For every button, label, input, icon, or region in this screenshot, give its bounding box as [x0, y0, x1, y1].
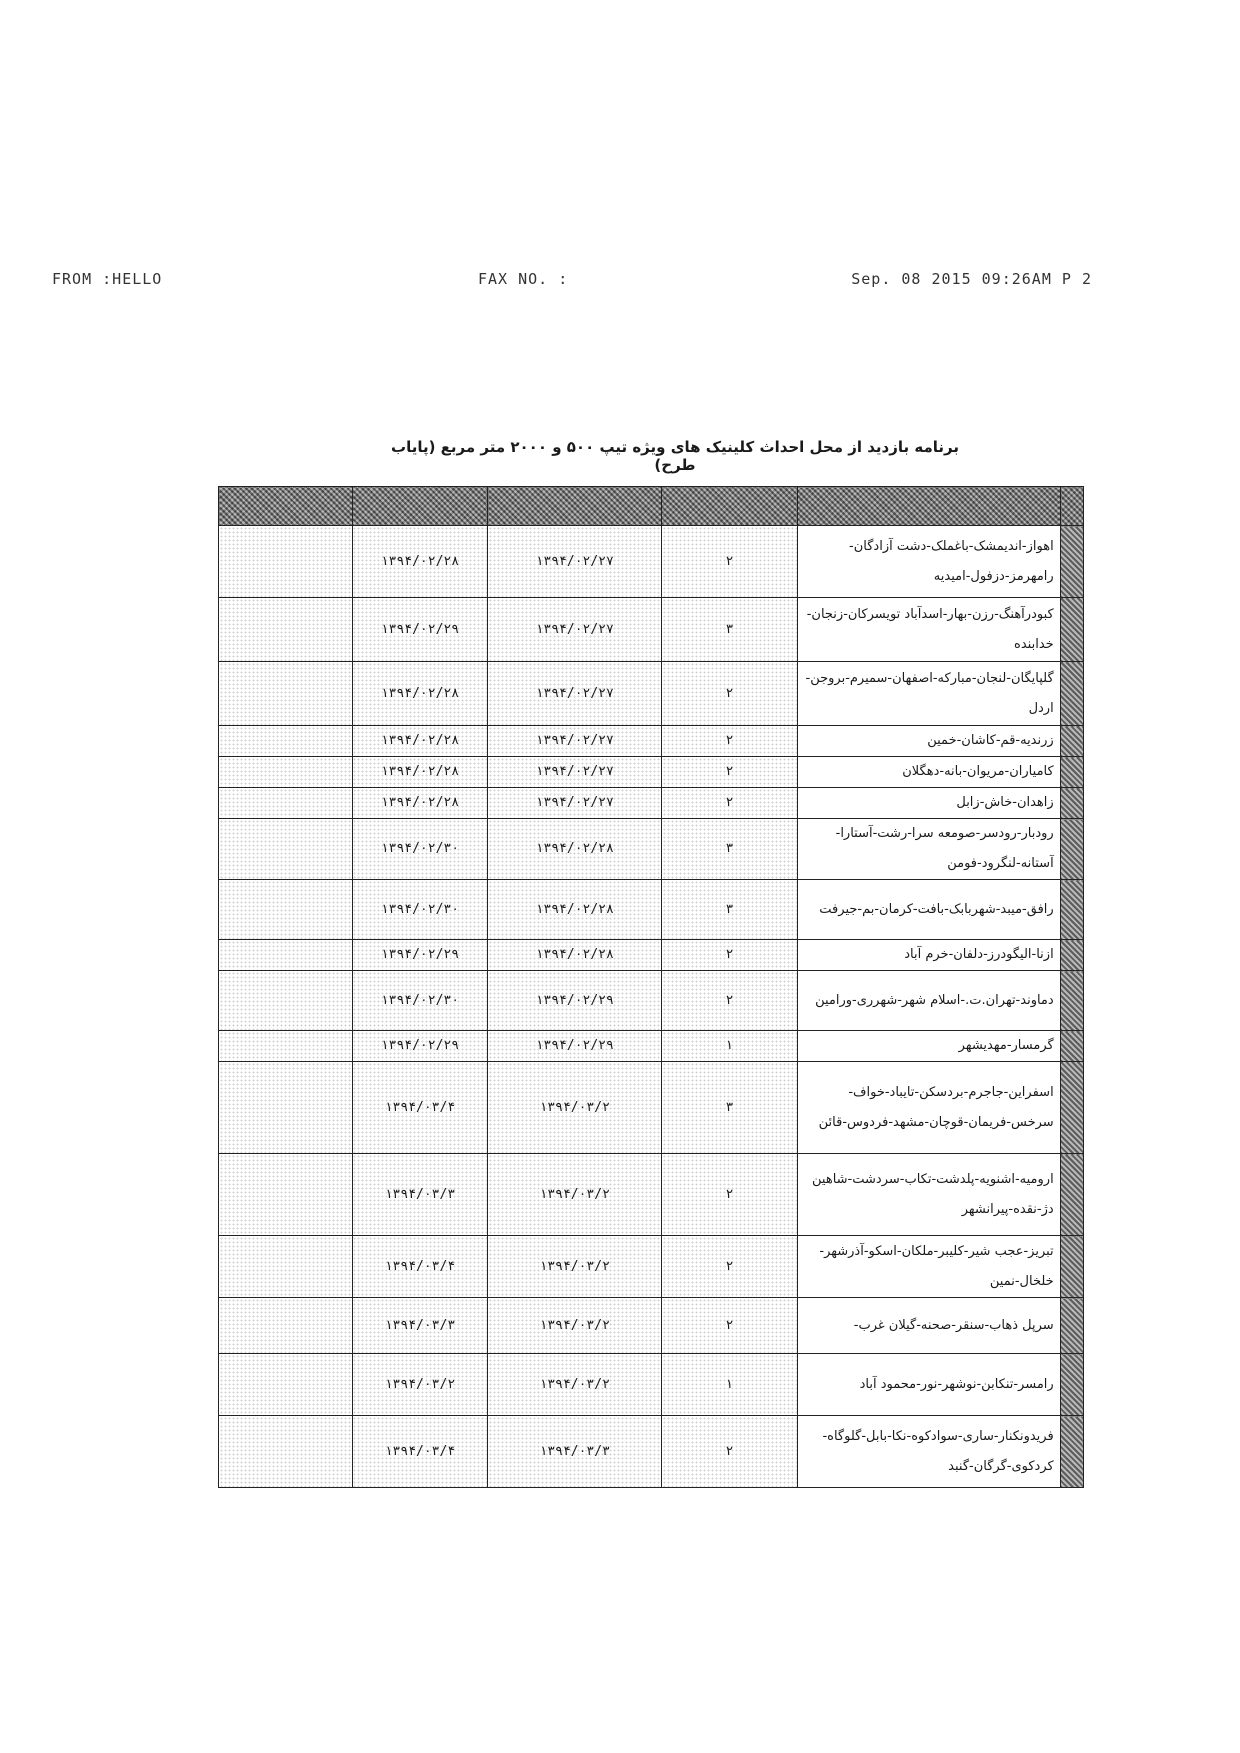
start-date-cell: ۱۳۹۴/۰۲/۲۹ — [488, 1031, 662, 1062]
cities-cell: رودبار-رودسر-صومعه سرا-رشت-آستارا-آستانه-لنگرود-فومن — [797, 819, 1060, 880]
count-cell: ۲ — [662, 1416, 798, 1488]
start-date-cell: ۱۳۹۴/۰۲/۲۷ — [488, 726, 662, 757]
table-row — [219, 662, 1084, 726]
end-date-cell: ۱۳۹۴/۰۳/۳ — [352, 1154, 488, 1236]
cities-cell: زرندیه-قم-کاشان-خمین — [797, 726, 1060, 757]
count-cell: ۳ — [662, 1062, 798, 1154]
notes-cell — [219, 880, 353, 940]
end-date-cell: ۱۳۹۴/۰۳/۲ — [352, 1354, 488, 1416]
count-cell: ۲ — [662, 788, 798, 819]
count-cell: ۳ — [662, 819, 798, 880]
row-edge-cell — [1060, 662, 1083, 726]
count-cell: ۲ — [662, 971, 798, 1031]
start-date-cell: ۱۳۹۴/۰۲/۲۷ — [488, 526, 662, 598]
count-cell: ۲ — [662, 1154, 798, 1236]
fax-number: FAX NO. : — [478, 270, 569, 288]
end-date-cell: ۱۳۹۴/۰۲/۳۰ — [352, 971, 488, 1031]
end-date-cell: ۱۳۹۴/۰۲/۲۹ — [352, 598, 488, 662]
count-cell: ۲ — [662, 1236, 798, 1298]
notes-cell — [219, 819, 353, 880]
row-edge-cell — [1060, 598, 1083, 662]
end-date-cell: ۱۳۹۴/۰۳/۴ — [352, 1062, 488, 1154]
fax-header — [52, 270, 1092, 294]
cities-cell: کامیاران-مریوان-بانه-دهگلان — [797, 757, 1060, 788]
cities-cell: گلپایگان-لنجان-مبارکه-اصفهان-سمیرم-بروجن-اردل — [797, 662, 1060, 726]
notes-cell — [219, 1354, 353, 1416]
start-date-cell: ۱۳۹۴/۰۲/۲۷ — [488, 757, 662, 788]
cities-cell: اهواز-اندیمشک-باغملک-دشت آزادگان-رامهرمز-دزفول-امیدیه — [797, 526, 1060, 598]
end-date-cell: ۱۳۹۴/۰۲/۲۸ — [352, 788, 488, 819]
start-date-cell: ۱۳۹۴/۰۲/۲۷ — [488, 788, 662, 819]
count-cell: ۳ — [662, 880, 798, 940]
header-cell-count — [662, 487, 798, 526]
table-row — [219, 971, 1084, 1031]
header-cell-edge — [1060, 487, 1083, 526]
notes-cell — [219, 1031, 353, 1062]
notes-cell — [219, 757, 353, 788]
row-edge-cell — [1060, 1062, 1083, 1154]
cities-cell: ازنا-الیگودرز-دلفان-خرم آباد — [797, 940, 1060, 971]
cities-cell: سرپل ذهاب-سنقر-صحنه-گیلان غرب- — [797, 1298, 1060, 1354]
table-row — [219, 788, 1084, 819]
table-row — [219, 1031, 1084, 1062]
count-cell: ۲ — [662, 726, 798, 757]
count-cell: ۲ — [662, 940, 798, 971]
table-row — [219, 726, 1084, 757]
table-row — [219, 1236, 1084, 1298]
start-date-cell: ۱۳۹۴/۰۲/۲۷ — [488, 598, 662, 662]
row-edge-cell — [1060, 1031, 1083, 1062]
row-edge-cell — [1060, 819, 1083, 880]
row-edge-cell — [1060, 971, 1083, 1031]
count-cell: ۲ — [662, 1298, 798, 1354]
row-edge-cell — [1060, 1354, 1083, 1416]
row-edge-cell — [1060, 1416, 1083, 1488]
header-cell-end-date — [352, 487, 488, 526]
fax-from: FROM :HELLO — [52, 270, 163, 288]
table-row — [219, 1062, 1084, 1154]
header-cell-notes — [219, 487, 353, 526]
end-date-cell: ۱۳۹۴/۰۲/۳۰ — [352, 819, 488, 880]
cities-cell: تبریز-عجب شیر-کلیبر-ملکان-اسکو-آذرشهر-خلخال-نمین — [797, 1236, 1060, 1298]
fax-date: Sep. 08 2015 09:26AM P 2 — [851, 270, 1092, 288]
notes-cell — [219, 971, 353, 1031]
notes-cell — [219, 1062, 353, 1154]
row-edge-cell — [1060, 526, 1083, 598]
schedule-table — [218, 486, 1084, 1488]
count-cell: ۱ — [662, 1031, 798, 1062]
count-cell: ۲ — [662, 662, 798, 726]
notes-cell — [219, 1154, 353, 1236]
table-row — [219, 757, 1084, 788]
header-cell-cities — [797, 487, 1060, 526]
header-cell-start-date — [488, 487, 662, 526]
end-date-cell: ۱۳۹۴/۰۲/۲۸ — [352, 662, 488, 726]
end-date-cell: ۱۳۹۴/۰۳/۴ — [352, 1416, 488, 1488]
row-edge-cell — [1060, 880, 1083, 940]
table-row — [219, 1416, 1084, 1488]
cities-cell: رامسر-تنکابن-نوشهر-نور-محمود آباد — [797, 1354, 1060, 1416]
end-date-cell: ۱۳۹۴/۰۲/۲۹ — [352, 940, 488, 971]
notes-cell — [219, 662, 353, 726]
end-date-cell: ۱۳۹۴/۰۳/۳ — [352, 1298, 488, 1354]
cities-cell: اسفراین-جاجرم-بردسکن-تایباد-خواف-سرخس-فریمان-قوچان-مشهد-فردوس-قائن — [797, 1062, 1060, 1154]
table-row — [219, 1298, 1084, 1354]
start-date-cell: ۱۳۹۴/۰۲/۲۸ — [488, 880, 662, 940]
row-edge-cell — [1060, 788, 1083, 819]
start-date-cell: ۱۳۹۴/۰۳/۲ — [488, 1236, 662, 1298]
count-cell: ۱ — [662, 1354, 798, 1416]
row-edge-cell — [1060, 726, 1083, 757]
row-edge-cell — [1060, 940, 1083, 971]
notes-cell — [219, 1236, 353, 1298]
cities-cell: دماوند-تهران.ت.-اسلام شهر-شهرری-ورامین — [797, 971, 1060, 1031]
start-date-cell: ۱۳۹۴/۰۲/۲۸ — [488, 940, 662, 971]
cities-cell: فریدونکنار-ساری-سوادکوه-نکا-بابل-گلوگاه-کردکوی-گرگان-گنبد — [797, 1416, 1060, 1488]
table-row — [219, 1354, 1084, 1416]
count-cell: ۳ — [662, 598, 798, 662]
table-row — [219, 880, 1084, 940]
start-date-cell: ۱۳۹۴/۰۲/۲۷ — [488, 662, 662, 726]
table-row — [219, 598, 1084, 662]
cities-cell: گرمسار-مهدیشهر — [797, 1031, 1060, 1062]
notes-cell — [219, 1298, 353, 1354]
notes-cell — [219, 940, 353, 971]
row-edge-cell — [1060, 1154, 1083, 1236]
cities-cell: رافق-میبد-شهربابک-بافت-کرمان-بم-جیرفت — [797, 880, 1060, 940]
table-row — [219, 819, 1084, 880]
row-edge-cell — [1060, 1236, 1083, 1298]
cities-cell: ارومیه-اشنویه-پلدشت-تکاب-سردشت-شاهین دژ-نقده-پیرانشهر — [797, 1154, 1060, 1236]
end-date-cell: ۱۳۹۴/۰۲/۲۹ — [352, 1031, 488, 1062]
start-date-cell: ۱۳۹۴/۰۲/۲۹ — [488, 971, 662, 1031]
notes-cell — [219, 526, 353, 598]
end-date-cell: ۱۳۹۴/۰۳/۴ — [352, 1236, 488, 1298]
start-date-cell: ۱۳۹۴/۰۳/۲ — [488, 1062, 662, 1154]
table-header-row — [219, 487, 1084, 526]
table-row — [219, 940, 1084, 971]
start-date-cell: ۱۳۹۴/۰۳/۲ — [488, 1154, 662, 1236]
table-row — [219, 1154, 1084, 1236]
end-date-cell: ۱۳۹۴/۰۲/۲۸ — [352, 757, 488, 788]
page-title: برنامه بازدید از محل احداث کلینیک های ویژه تیپ ۵۰۰ و ۲۰۰۰ متر مربع (پایاب طرح) — [391, 438, 959, 474]
count-cell: ۲ — [662, 526, 798, 598]
cities-cell: کبودرآهنگ-رزن-بهار-اسدآباد تویسرکان-زنجان-خدابنده — [797, 598, 1060, 662]
start-date-cell: ۱۳۹۴/۰۳/۲ — [488, 1298, 662, 1354]
table-row — [219, 526, 1084, 598]
start-date-cell: ۱۳۹۴/۰۳/۲ — [488, 1354, 662, 1416]
notes-cell — [219, 1416, 353, 1488]
end-date-cell: ۱۳۹۴/۰۲/۲۸ — [352, 526, 488, 598]
notes-cell — [219, 726, 353, 757]
notes-cell — [219, 598, 353, 662]
row-edge-cell — [1060, 757, 1083, 788]
schedule-table-container — [218, 486, 1084, 1500]
start-date-cell: ۱۳۹۴/۰۳/۳ — [488, 1416, 662, 1488]
cities-cell: زاهدان-خاش-زابل — [797, 788, 1060, 819]
count-cell: ۲ — [662, 757, 798, 788]
end-date-cell: ۱۳۹۴/۰۲/۳۰ — [352, 880, 488, 940]
row-edge-cell — [1060, 1298, 1083, 1354]
start-date-cell: ۱۳۹۴/۰۲/۲۸ — [488, 819, 662, 880]
end-date-cell: ۱۳۹۴/۰۲/۲۸ — [352, 726, 488, 757]
notes-cell — [219, 788, 353, 819]
